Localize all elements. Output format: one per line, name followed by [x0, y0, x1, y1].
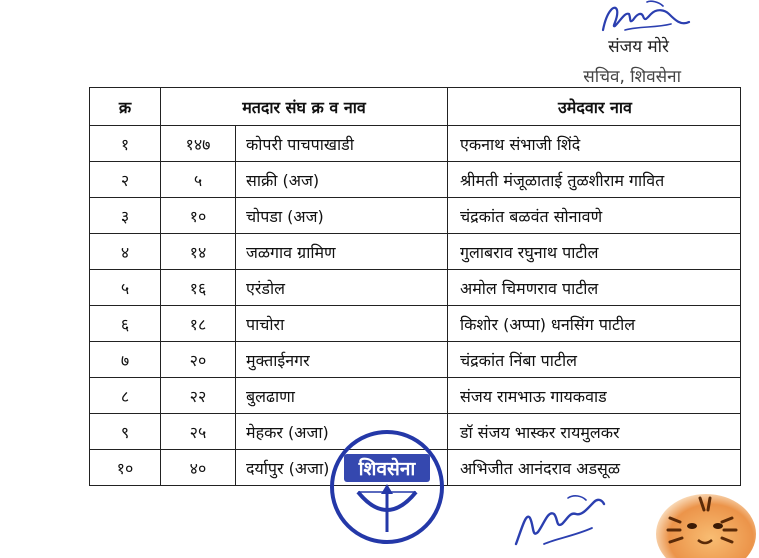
cell-candidate-name: डॉ संजय भास्कर रायमुलकर — [448, 414, 741, 450]
cell-constituency-number: २० — [161, 342, 236, 378]
cell-candidate-name: किशोर (अप्पा) धनसिंग पाटील — [448, 306, 741, 342]
cell-constituency-number: १४ — [161, 234, 236, 270]
cell-serial: ४ — [90, 234, 161, 270]
cell-candidate-name: एकनाथ संभाजी शिंदे — [448, 126, 741, 162]
cell-candidate-name: गुलाबराव रघुनाथ पाटील — [448, 234, 741, 270]
cell-constituency-number: १० — [161, 198, 236, 234]
cell-constituency-name: दर्यापुर (अजा) — [236, 450, 448, 486]
shivsena-seal — [328, 428, 446, 546]
header-candidate: उमेदवार नाव — [448, 88, 741, 126]
cell-candidate-name: श्रीमती मंजूळाताई तुळशीराम गावित — [448, 162, 741, 198]
table-row — [90, 198, 741, 234]
cell-constituency-number: २२ — [161, 378, 236, 414]
cell-constituency-number: १६ — [161, 270, 236, 306]
cell-candidate-name: संजय रामभाऊ गायकवाड — [448, 378, 741, 414]
cell-constituency-number: १८ — [161, 306, 236, 342]
cell-candidate-name: चंद्रकांत बळवंत सोनावणे — [448, 198, 741, 234]
cell-serial: ६ — [90, 306, 161, 342]
signature-bottom — [508, 488, 608, 554]
seal-text: शिवसेना — [358, 458, 416, 480]
cell-candidate-name: अमोल चिमणराव पाटील — [448, 270, 741, 306]
cell-serial: ९ — [90, 414, 161, 450]
cell-serial: ७ — [90, 342, 161, 378]
table-row — [90, 126, 741, 162]
cell-constituency-name: जळगाव ग्रामिण — [236, 234, 448, 270]
cell-constituency-name: मेहकर (अजा) — [236, 414, 448, 450]
cell-serial: ३ — [90, 198, 161, 234]
table-header-row — [90, 88, 741, 126]
cell-constituency-name: साक्री (अज) — [236, 162, 448, 198]
cell-serial: २ — [90, 162, 161, 198]
signer-title: सचिव, शिवसेना — [583, 67, 681, 87]
cell-constituency-name: चोपडा (अज) — [236, 198, 448, 234]
cell-constituency-name: मुक्ताईनगर — [236, 342, 448, 378]
cell-serial: १ — [90, 126, 161, 162]
cell-constituency-number: ५ — [161, 162, 236, 198]
header-constituency: मतदार संघ क्र व नाव — [161, 88, 448, 126]
cell-constituency-name: पाचोरा — [236, 306, 448, 342]
candidate-table — [89, 87, 741, 486]
cell-candidate-name: अभिजीत आनंदराव अडसूळ — [448, 450, 741, 486]
cell-constituency-number: १४७ — [161, 126, 236, 162]
signer-name: संजय मोरे — [608, 37, 669, 57]
header-serial: क्र — [90, 88, 161, 126]
cell-serial: १० — [90, 450, 161, 486]
tiger-emblem-icon — [640, 488, 759, 558]
cell-constituency-number: ४० — [161, 450, 236, 486]
table-row — [90, 270, 741, 306]
cell-serial: ५ — [90, 270, 161, 306]
cell-serial: ८ — [90, 378, 161, 414]
table-row — [90, 162, 741, 198]
table-row — [90, 342, 741, 378]
cell-candidate-name: चंद्रकांत निंबा पाटील — [448, 342, 741, 378]
cell-constituency-number: २५ — [161, 414, 236, 450]
cell-constituency-name: बुलढाणा — [236, 378, 448, 414]
cell-constituency-name: एरंडोल — [236, 270, 448, 306]
cell-constituency-name: कोपरी पाचपाखाडी — [236, 126, 448, 162]
table-row — [90, 378, 741, 414]
table-row — [90, 306, 741, 342]
table-row — [90, 234, 741, 270]
